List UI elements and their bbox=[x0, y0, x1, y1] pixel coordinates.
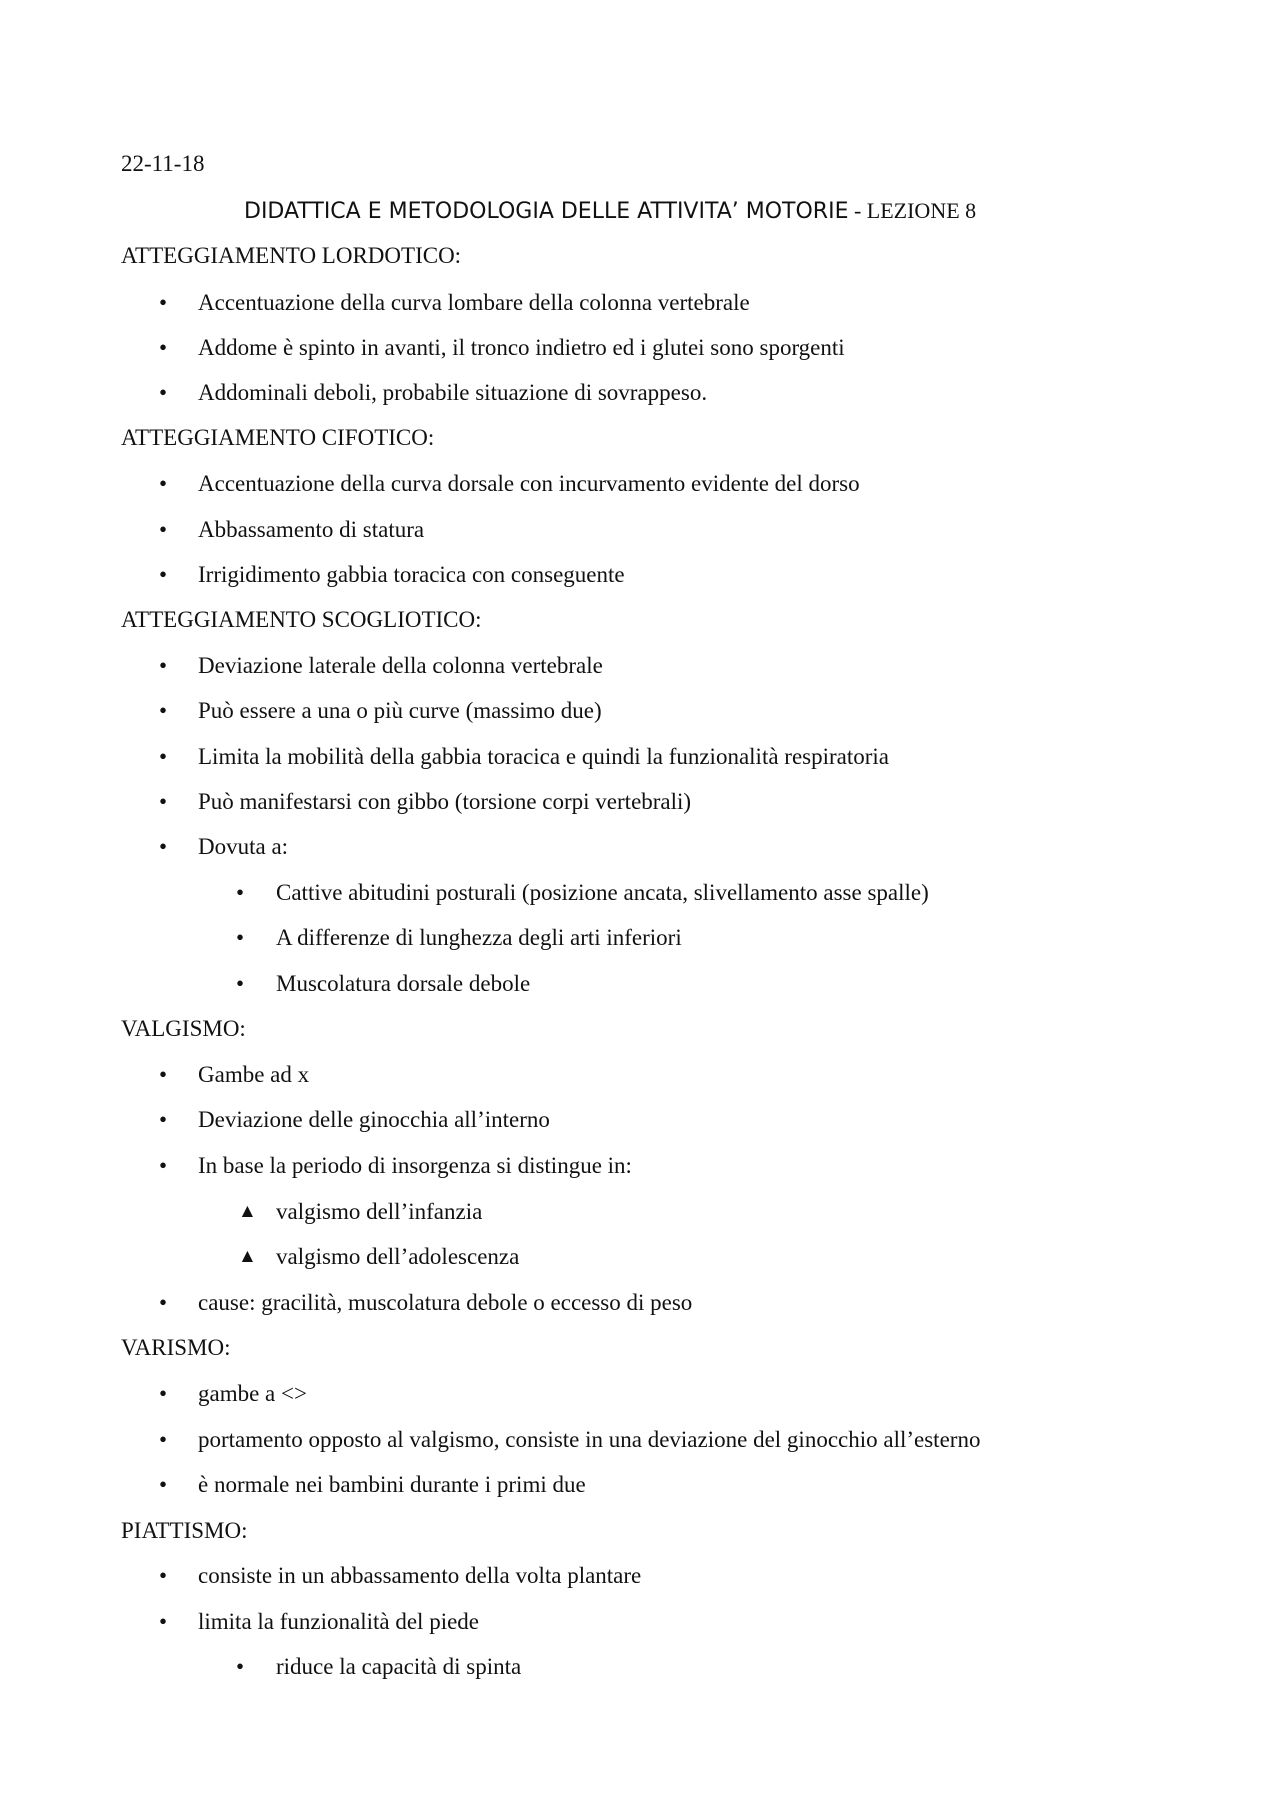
list-item-text: limita la funzionalità del piede bbox=[198, 1609, 480, 1634]
list-item-text: Accentuazione della curva dorsale con incurvamento evidente del dorso bbox=[198, 471, 860, 496]
sub-list-item-text: Muscolatura dorsale debole bbox=[276, 971, 531, 996]
bullet-icon: • bbox=[159, 1153, 168, 1178]
bullet-icon: • bbox=[159, 653, 168, 678]
triangle-bullet-icon: ▲ bbox=[238, 1246, 257, 1267]
bullet-icon: • bbox=[159, 1609, 168, 1634]
bullet-icon: • bbox=[159, 290, 168, 315]
sub-list-item-text: riduce la capacità di spinta bbox=[276, 1654, 522, 1679]
list-item-text: gambe a <> bbox=[198, 1381, 307, 1406]
list-item-text: Irrigidimento gabbia toracica con conseguente bbox=[198, 562, 625, 587]
document-title bbox=[244, 197, 976, 226]
bullet-icon: • bbox=[159, 380, 168, 405]
sub-list-item-text: valgismo dell’adolescenza bbox=[276, 1244, 520, 1269]
bullet-icon: • bbox=[159, 1427, 168, 1452]
section-heading: PIATTISMO: bbox=[121, 1518, 248, 1543]
bullet-icon: • bbox=[159, 335, 168, 360]
bullet-icon: • bbox=[159, 789, 168, 814]
list-item-text: Gambe ad x bbox=[198, 1062, 310, 1087]
bullet-icon: • bbox=[159, 1062, 168, 1087]
title-suffix: - LEZIONE 8 bbox=[848, 198, 977, 223]
bullet-icon: • bbox=[236, 880, 245, 905]
bullet-icon: • bbox=[236, 1654, 245, 1679]
triangle-bullet-icon: ▲ bbox=[238, 1201, 257, 1222]
sub-list-item-text: valgismo dell’infanzia bbox=[276, 1199, 483, 1224]
section-heading: VARISMO: bbox=[121, 1335, 231, 1360]
list-item-text: Abbassamento di statura bbox=[198, 517, 425, 542]
list-item-text: Può essere a una o più curve (massimo due) bbox=[198, 698, 602, 723]
section-heading: ATTEGGIAMENTO SCOGLIOTICO: bbox=[121, 607, 482, 632]
section-heading: ATTEGGIAMENTO LORDOTICO: bbox=[121, 243, 462, 268]
list-item-text: Addome è spinto in avanti, il tronco indietro ed i glutei sono sporgenti bbox=[198, 335, 845, 360]
bullet-icon: • bbox=[236, 925, 245, 950]
list-item-text: Può manifestarsi con gibbo (torsione corpi vertebrali) bbox=[198, 789, 692, 814]
bullet-icon: • bbox=[159, 471, 168, 496]
bullet-icon: • bbox=[159, 744, 168, 769]
list-item-text: Dovuta a: bbox=[198, 834, 289, 859]
document-date: 22-11-18 bbox=[121, 151, 205, 176]
bullet-icon: • bbox=[159, 1472, 168, 1497]
bullet-icon: • bbox=[159, 698, 168, 723]
bullet-icon: • bbox=[159, 1381, 168, 1406]
list-item-text: cause: gracilità, muscolatura debole o eccesso di peso bbox=[198, 1290, 693, 1315]
list-item-text: Accentuazione della curva lombare della colonna vertebrale bbox=[198, 290, 750, 315]
list-item-text: In base la periodo di insorgenza si distingue in: bbox=[198, 1153, 632, 1178]
sub-list-item-text: Cattive abitudini posturali (posizione ancata, slivellamento asse spalle) bbox=[276, 880, 929, 905]
list-item-text: portamento opposto al valgismo, consiste in una deviazione del ginocchio all’esterno bbox=[198, 1427, 981, 1452]
list-item-text: consiste in un abbassamento della volta plantare bbox=[198, 1563, 642, 1588]
bullet-icon: • bbox=[159, 1290, 168, 1315]
list-item-text: Deviazione delle ginocchia all’interno bbox=[198, 1107, 550, 1132]
bullet-icon: • bbox=[159, 1107, 168, 1132]
title-main: DIDATTICA E METODOLOGIA DELLE ATTIVITA’ MOTORIE bbox=[244, 199, 849, 224]
list-item-text: Addominali deboli, probabile situazione di sovrappeso. bbox=[198, 380, 708, 405]
bullet-icon: • bbox=[159, 1563, 168, 1588]
bullet-icon: • bbox=[159, 517, 168, 542]
bullet-icon: • bbox=[236, 971, 245, 996]
section-heading: VALGISMO: bbox=[121, 1016, 246, 1041]
list-item-text: Limita la mobilità della gabbia toracica e quindi la funzionalità respiratoria bbox=[198, 744, 890, 769]
section-heading: ATTEGGIAMENTO CIFOTICO: bbox=[121, 425, 435, 450]
bullet-icon: • bbox=[159, 562, 168, 587]
bullet-icon: • bbox=[159, 834, 168, 859]
sub-list-item-text: A differenze di lunghezza degli arti inferiori bbox=[276, 925, 682, 950]
list-item-text: Deviazione laterale della colonna vertebrale bbox=[198, 653, 603, 678]
list-item-text: è normale nei bambini durante i primi due bbox=[198, 1472, 586, 1497]
